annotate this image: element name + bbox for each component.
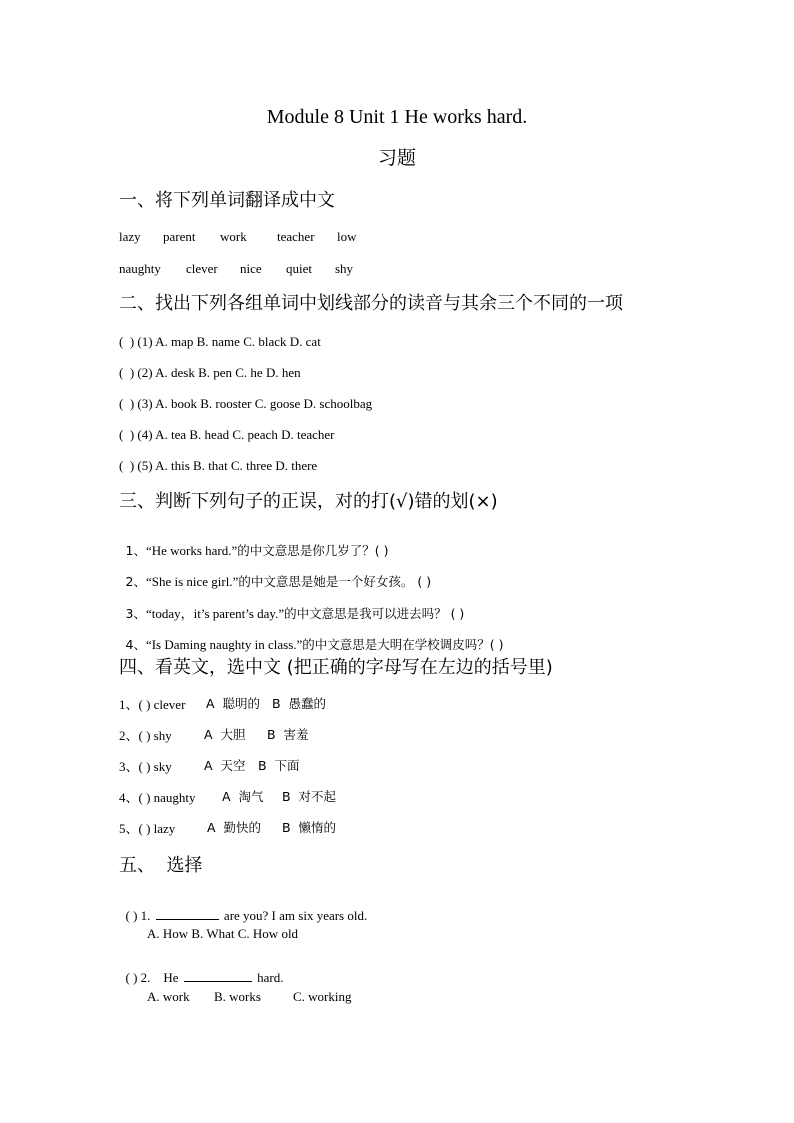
choice-q1-number: ( ) 1. xyxy=(125,908,151,923)
judge-english: “She is nice girl.” xyxy=(145,574,239,589)
phonics-item-1: ( ) (1) A. map B. name C. black D. cat xyxy=(119,334,321,349)
word-quiet: quiet xyxy=(286,261,312,276)
judge-item-2 xyxy=(119,562,431,589)
match-item-1-option-b: B 愚蠢的 xyxy=(272,696,327,711)
judge-num: 1、 xyxy=(125,543,146,558)
section-4-heading: 四、看英文，选中文 (把正确的字母写在左边的括号里) xyxy=(119,657,553,678)
answer-blank xyxy=(184,980,252,982)
phonics-item-5: ( ) (5) A. this B. that C. three D. there xyxy=(119,458,318,473)
choice-question-2 xyxy=(119,958,283,984)
section-2-heading: 二、找出下列各组单词中划线部分的读音与其余三个不同的一项 xyxy=(119,293,623,314)
choice-q1-options: A. How B. What C. How old xyxy=(147,926,299,941)
phonics-item-3: ( ) (3) A. book B. rooster C. goose D. schoolbag xyxy=(119,396,373,411)
word-naughty: naughty xyxy=(119,261,161,276)
match-item-4-option-a: A 淘气 xyxy=(222,789,264,804)
judge-chinese: 的中文意思是你几岁了？( ) xyxy=(237,543,389,558)
word-parent: parent xyxy=(163,229,196,244)
choice-question-1 xyxy=(119,896,367,922)
choice-q2-text: hard. xyxy=(257,970,284,985)
judge-num: 2、 xyxy=(125,574,146,589)
section-1-heading: 一、将下列单词翻译成中文 xyxy=(119,190,335,211)
choice-q1-text: are you? I am six years old. xyxy=(223,908,368,923)
page-title: Module 8 Unit 1 He works hard. xyxy=(266,106,528,128)
judge-english: “today，it’s parent’s day.” xyxy=(145,606,285,621)
choice-q2-option-c: C. working xyxy=(293,989,352,1004)
judge-chinese: 的中文意思是她是一个好女孩。 ( ) xyxy=(238,574,432,589)
word-nice: nice xyxy=(240,261,262,276)
choice-q2-option-a: A. work xyxy=(147,989,190,1004)
judge-chinese: 的中文意思是大明在学校调皮吗？( ) xyxy=(302,637,504,652)
match-item-4-option-b: B 对不起 xyxy=(282,789,337,804)
word-low: low xyxy=(337,229,357,244)
match-item-2-option-b: B 害羞 xyxy=(267,727,309,742)
judge-num: 4、 xyxy=(125,637,146,652)
choice-q2-option-b: B. works xyxy=(214,989,261,1004)
match-item-2-word: 2、( ) shy xyxy=(119,728,172,743)
choice-q2-number: ( ) 2. xyxy=(125,970,151,985)
word-work: work xyxy=(220,229,247,244)
section-5-heading: 五、 选择 xyxy=(119,855,203,876)
judge-english: “He works hard.” xyxy=(145,543,238,558)
section-3-heading: 三、判断下列句子的正误，对的打(√)错的划(×) xyxy=(119,491,498,512)
word-clever: clever xyxy=(186,261,218,276)
word-shy: shy xyxy=(335,261,354,276)
judge-item-4 xyxy=(119,625,504,652)
judge-chinese: 的中文意思是我可以进去吗？ ( ) xyxy=(284,606,465,621)
match-item-5-word: 5、( ) lazy xyxy=(119,821,176,836)
judge-english: “Is Daming naughty in class.” xyxy=(145,637,303,652)
match-item-3-option-a: A 天空 xyxy=(204,758,246,773)
match-item-3-option-b: B 下面 xyxy=(258,758,300,773)
match-item-3-word: 3、( ) sky xyxy=(119,759,172,774)
judge-item-3 xyxy=(119,594,464,621)
match-item-5-option-b: B 懒惰的 xyxy=(282,820,337,835)
match-item-5-option-a: A 勤快的 xyxy=(207,820,261,835)
match-item-1-option-a: A 聪明的 xyxy=(206,696,260,711)
word-teacher: teacher xyxy=(277,229,315,244)
match-item-4-word: 4、( ) naughty xyxy=(119,790,196,805)
page-subtitle: 习题 xyxy=(377,147,416,169)
match-item-2-option-a: A 大胆 xyxy=(204,727,246,742)
judge-num: 3、 xyxy=(125,606,146,621)
word-lazy: lazy xyxy=(119,229,141,244)
judge-item-1 xyxy=(119,531,389,558)
choice-q2-lead: He xyxy=(163,970,179,985)
phonics-item-4: ( ) (4) A. tea B. head C. peach D. teacher xyxy=(119,427,335,442)
phonics-item-2: ( ) (2) A. desk B. pen C. he D. hen xyxy=(119,365,301,380)
match-item-1-word: 1、( ) clever xyxy=(119,697,186,712)
answer-blank xyxy=(156,918,219,920)
